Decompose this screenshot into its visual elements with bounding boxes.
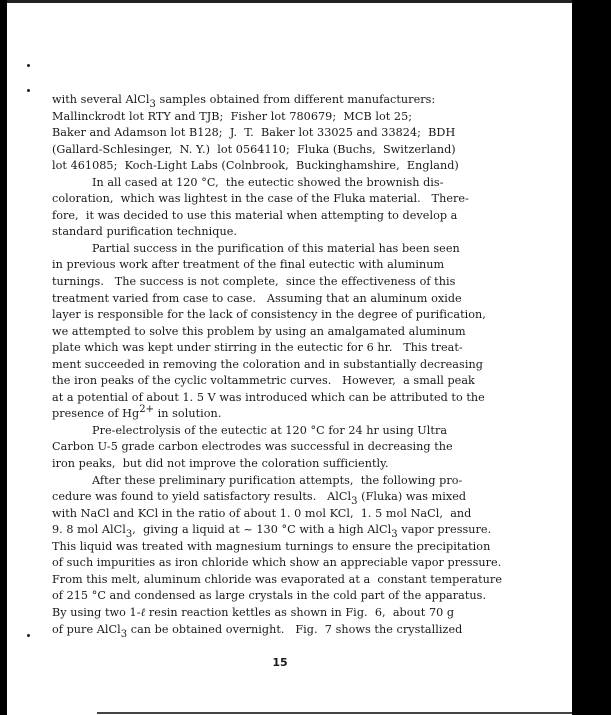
text-line bbox=[52, 125, 572, 142]
text-line bbox=[52, 340, 572, 357]
binding-hole-mark bbox=[27, 64, 30, 67]
text-line bbox=[52, 622, 572, 639]
text-line bbox=[52, 522, 572, 539]
text-run: lot 461085; Koch-Light Labs (Colnbrook, Buckinghamshire, England) bbox=[52, 159, 459, 173]
scan-bottom-edge bbox=[97, 712, 572, 714]
text-run: samples obtained from different manufacturers: bbox=[155, 93, 436, 106]
subscript: 3 bbox=[391, 529, 398, 541]
text-run: standard purification technique. bbox=[52, 225, 238, 239]
text-line bbox=[52, 605, 572, 622]
text-line bbox=[52, 390, 572, 407]
text-run: cedure was found to yield satisfactory results. AlCl bbox=[52, 490, 352, 504]
text-run: of such impurities as iron chloride which show an appreciable vapor pressure. bbox=[52, 556, 502, 570]
text-line bbox=[52, 241, 572, 258]
text-run: treatment varied from case to case. Assuming that an aluminum oxide bbox=[52, 291, 462, 305]
text-line bbox=[52, 423, 572, 440]
text-line bbox=[52, 92, 572, 109]
text-line bbox=[52, 373, 572, 390]
text-run: This liquid was treated with magnesium turnings to ensure the precipitation bbox=[52, 539, 491, 553]
text-run: in solution. bbox=[154, 407, 222, 421]
text-run: can be obtained overnight. Fig. 7 shows the crystallized bbox=[127, 622, 463, 636]
subscript: 3 bbox=[125, 529, 133, 541]
text-line bbox=[52, 291, 572, 308]
text-line bbox=[52, 555, 572, 572]
liter-symbol: ℓ bbox=[140, 605, 146, 619]
text-run: After these preliminary purification attempts, the following pro- bbox=[92, 473, 463, 487]
text-run: the iron peaks of the cyclic voltammetric curves. However, a small peak bbox=[52, 374, 475, 388]
text-run: By using two 1- bbox=[52, 605, 141, 619]
text-run: with several AlCl bbox=[52, 93, 150, 106]
text-run: fore, it was decided to use this material when attempting to develop a bbox=[52, 208, 458, 222]
text-line bbox=[52, 307, 572, 324]
subscript: 3 bbox=[120, 628, 128, 640]
superscript: 2+ bbox=[139, 404, 155, 416]
text-run: Carbon U-5 grade carbon electrodes was successful in decreasing the bbox=[52, 440, 453, 454]
text-run: with NaCl and KCl in the ratio of about 1. 0 mol KCl, 1. 5 mol NaCl, and bbox=[52, 506, 472, 520]
text-run: Pre-electrolysis of the eutectic at 120 °C for 24 hr using Ultra bbox=[92, 423, 448, 437]
text-run: at a potential of about 1. 5 V was introduced which can be attributed to the bbox=[52, 390, 485, 404]
text-line bbox=[52, 439, 572, 456]
text-run: we attempted to solve this problem by using an amalgamated aluminum bbox=[52, 324, 466, 338]
text-line bbox=[52, 473, 572, 490]
text-line bbox=[52, 274, 572, 291]
text-run: vapor pressure. bbox=[397, 523, 492, 537]
subscript: 3 bbox=[149, 99, 156, 110]
text-line bbox=[52, 489, 572, 506]
text-run: Baker and Adamson lot B128; J. T. Baker lot 33025 and 33824; BDH bbox=[52, 126, 456, 140]
page-number: 15 bbox=[272, 656, 288, 669]
text-line bbox=[52, 109, 572, 126]
text-run: turnings. The success is not complete, since the effectiveness of this bbox=[52, 275, 456, 289]
scan-top-edge bbox=[7, 0, 572, 3]
text-run: Mallinckrodt lot RTY and TJB; Fisher lot 780679; MCB lot 25; bbox=[52, 109, 413, 123]
text-line bbox=[52, 257, 572, 274]
text-run: (Gallard-Schlesinger, N. Y.) lot 0564110; Fluka (Buchs, Switzerland) bbox=[52, 142, 456, 156]
body-text bbox=[52, 92, 572, 638]
text-run: plate which was kept under stirring in the eutectic for 6 hr. This treat- bbox=[52, 341, 463, 355]
text-run: , giving a liquid at ~ 130 °C with a high AlCl bbox=[132, 523, 392, 537]
text-run: (Fluka) was mixed bbox=[357, 490, 467, 504]
text-run: in previous work after treatment of the final eutectic with aluminum bbox=[52, 258, 445, 272]
text-line bbox=[52, 588, 572, 605]
text-line bbox=[52, 456, 572, 473]
text-run: of pure AlCl bbox=[52, 622, 121, 636]
text-line bbox=[52, 506, 572, 523]
text-line bbox=[52, 142, 572, 159]
text-run: 9. 8 mol AlCl bbox=[52, 523, 126, 537]
text-run: iron peaks, but did not improve the coloration sufficiently. bbox=[52, 457, 389, 471]
text-run: In all cased at 120 °C, the eutectic showed the brownish dis- bbox=[92, 175, 444, 189]
binding-hole-mark bbox=[27, 89, 30, 92]
scan-right-border bbox=[572, 0, 611, 715]
text-line bbox=[52, 175, 572, 192]
scan-left-border bbox=[0, 0, 7, 715]
binding-hole-mark bbox=[27, 634, 30, 637]
text-line bbox=[52, 224, 572, 241]
text-line bbox=[52, 539, 572, 556]
subscript: 3 bbox=[351, 496, 358, 508]
text-run: resin reaction kettles as shown in Fig. 6, about 70 g bbox=[145, 605, 455, 619]
text-run: layer is responsible for the lack of consistency in the degree of purification, bbox=[52, 308, 486, 322]
text-run: Partial success in the purification of this material has been seen bbox=[92, 241, 460, 255]
text-line bbox=[52, 357, 572, 374]
text-run: of 215 °C and condensed as large crystals in the cold part of the apparatus. bbox=[52, 589, 487, 603]
text-run: ment succeeded in removing the coloration and in substantially decreasing bbox=[52, 357, 483, 371]
text-line bbox=[52, 208, 572, 225]
text-line bbox=[52, 324, 572, 341]
text-run: From this melt, aluminum chloride was evaporated at a constant temperature bbox=[52, 572, 502, 586]
text-line bbox=[52, 406, 572, 423]
text-run: coloration, which was lightest in the case of the Fluka material. There- bbox=[52, 192, 469, 206]
text-line bbox=[52, 572, 572, 589]
text-line bbox=[52, 191, 572, 208]
text-line bbox=[52, 158, 572, 175]
text-run: presence of Hg bbox=[52, 407, 140, 421]
